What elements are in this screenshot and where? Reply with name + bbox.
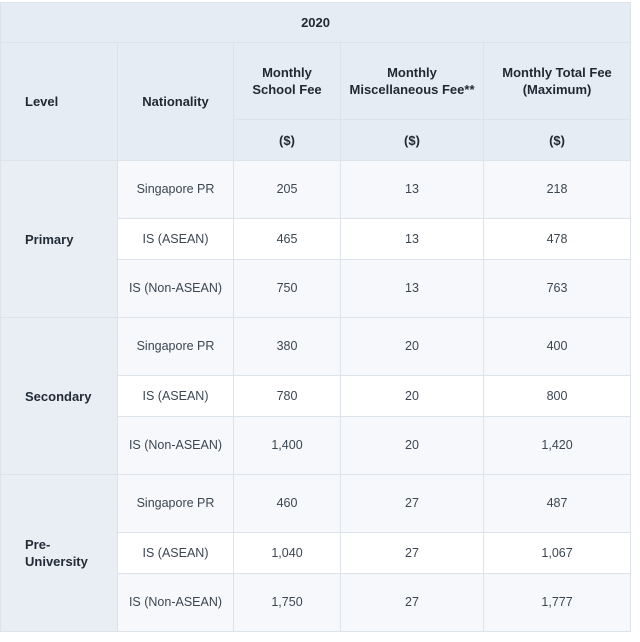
misc-fee-cell: 20 xyxy=(341,318,484,376)
school-fee-cell: 1,400 xyxy=(234,417,341,475)
table-row xyxy=(1,475,631,533)
nationality-cell: IS (ASEAN) xyxy=(118,376,234,417)
school-fee-unit: ($) xyxy=(234,120,341,161)
total-fee-cell: 800 xyxy=(484,376,631,417)
misc-fee-cell: 13 xyxy=(341,219,484,260)
misc-fee-cell: 27 xyxy=(341,533,484,574)
nationality-cell: Singapore PR xyxy=(118,161,234,219)
school-fee-cell: 1,040 xyxy=(234,533,341,574)
misc-fee-column-header: Monthly Miscellaneous Fee** xyxy=(341,43,484,120)
school-fee-cell: 1,750 xyxy=(234,574,341,632)
nationality-cell: IS (ASEAN) xyxy=(118,533,234,574)
table-row xyxy=(1,161,631,219)
total-fee-cell: 400 xyxy=(484,318,631,376)
misc-fee-cell: 13 xyxy=(341,260,484,318)
fee-table xyxy=(0,2,631,632)
level-cell-primary: Primary xyxy=(1,161,118,318)
level-cell-pre-university: Pre-University xyxy=(1,475,118,632)
total-fee-cell: 1,777 xyxy=(484,574,631,632)
nationality-cell: Singapore PR xyxy=(118,318,234,376)
school-fee-cell: 460 xyxy=(234,475,341,533)
total-fee-cell: 1,067 xyxy=(484,533,631,574)
total-fee-unit: ($) xyxy=(484,120,631,161)
total-fee-cell: 487 xyxy=(484,475,631,533)
school-fee-column-header: Monthly School Fee xyxy=(234,43,341,120)
misc-fee-cell: 27 xyxy=(341,574,484,632)
school-fee-cell: 380 xyxy=(234,318,341,376)
school-fee-cell: 205 xyxy=(234,161,341,219)
table-row xyxy=(1,318,631,376)
school-fee-cell: 780 xyxy=(234,376,341,417)
nationality-cell: Singapore PR xyxy=(118,475,234,533)
nationality-cell: IS (Non-ASEAN) xyxy=(118,574,234,632)
misc-fee-cell: 20 xyxy=(341,417,484,475)
misc-fee-cell: 27 xyxy=(341,475,484,533)
nationality-cell: IS (ASEAN) xyxy=(118,219,234,260)
school-fee-cell: 750 xyxy=(234,260,341,318)
total-fee-cell: 1,420 xyxy=(484,417,631,475)
level-column-header: Level xyxy=(1,43,118,161)
misc-fee-cell: 20 xyxy=(341,376,484,417)
nationality-column-header: Nationality xyxy=(118,43,234,161)
total-fee-cell: 478 xyxy=(484,219,631,260)
total-fee-cell: 763 xyxy=(484,260,631,318)
misc-fee-cell: 13 xyxy=(341,161,484,219)
nationality-cell: IS (Non-ASEAN) xyxy=(118,260,234,318)
nationality-cell: IS (Non-ASEAN) xyxy=(118,417,234,475)
total-fee-column-header: Monthly Total Fee (Maximum) xyxy=(484,43,631,120)
year-header: 2020 xyxy=(1,3,631,43)
total-fee-cell: 218 xyxy=(484,161,631,219)
school-fee-cell: 465 xyxy=(234,219,341,260)
misc-fee-unit: ($) xyxy=(341,120,484,161)
level-cell-secondary: Secondary xyxy=(1,318,118,475)
